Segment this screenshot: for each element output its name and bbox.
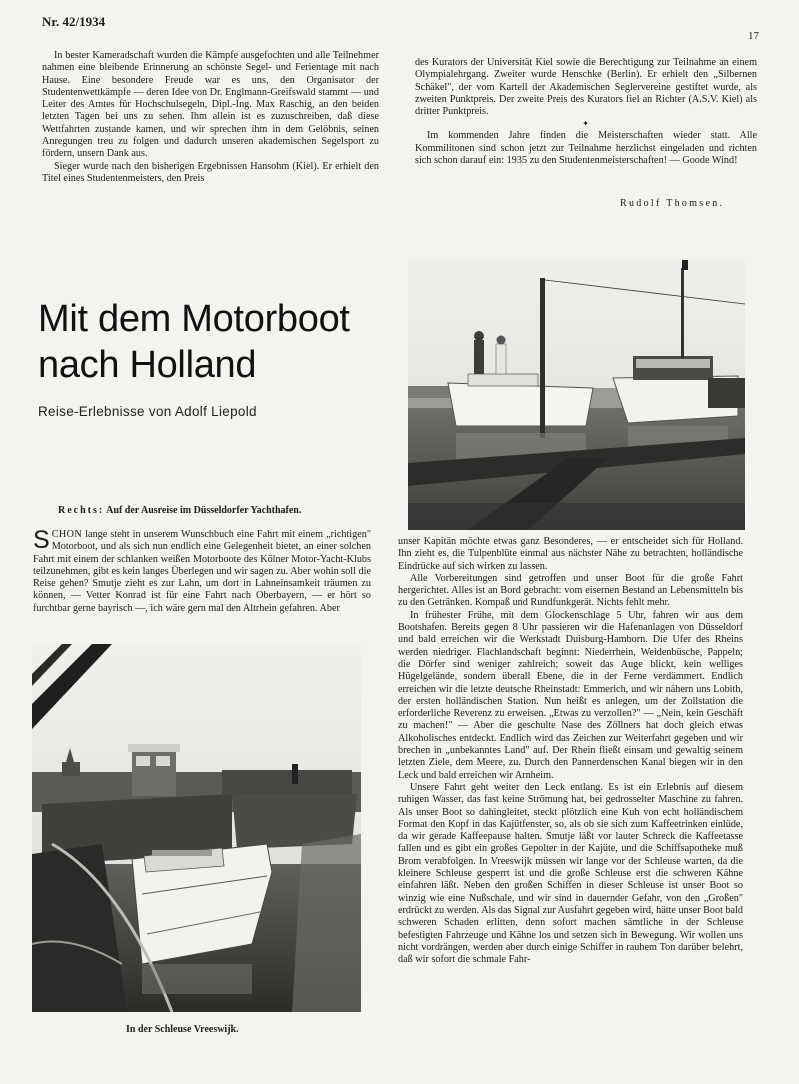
article-subtitle: Reise-Erlebnisse von Adolf Liepold <box>38 404 257 419</box>
caption-prefix: Rechts: <box>58 505 105 516</box>
author-signature: Rudolf Thomsen. <box>620 198 725 209</box>
paragraph: Im kommenden Jahre finden die Meisterschaften wieder statt. Alle Kommilitonen sind schon jetzt zur Teilnahme herzlichst eingeladen und richten sich schon darauf ein: 1935 zu den Studentenmeisterschaften! — Goode Wind! <box>415 130 757 167</box>
paragraph: In bester Kameradschaft wurden die Kämpfe ausgefochten und alle Teilnehmer nahmen eine bleibende Erinnerung an schönste Segel- und Ferientage mit nach Hause. Eine besondere Freude war es uns, den Organisator der Studentenwettkämpfe — deren Idee von Dr. Englmann-Greifswald stammt — und Leiter des Amtes für Hochschulsegeln, Dipl.-Ing. Max Raschig, an den beiden letzten Tagen bei uns zu sehen. Ihm allein ist es zuzuschreiben, daß diese Wettfahrten zustande kamen, und wir sprechen ihm in dem Gelöbnis, seinen Anregungen treu zu folgen und dadurch unseren akademischen Segelsport zu fördern, unsern Dank aus. <box>42 50 379 160</box>
issue-number: Nr. 42/1934 <box>42 14 106 29</box>
yacht-harbour-photo <box>408 258 745 530</box>
article-title <box>38 296 350 388</box>
article-left-column <box>33 526 371 615</box>
paragraph: Alle Vorbereitungen sind getroffen und unser Boot für die große Fahrt hergerichtet. Alles ist an Bord gebracht: vom eisernen Bestand an Lebensmitteln bis zu den Getränken. Kompaß und Rundfunkgerät. Nichts fehlt mehr. <box>398 572 743 609</box>
drop-cap: S <box>33 526 50 554</box>
article-first-paragraph <box>33 526 371 615</box>
paragraph: In frühester Frühe, mit dem Glockenschlage 5 Uhr, fahren wir aus dem Bootshafen. Bereits gegen 8 Uhr passieren wir die Hafenanlagen von Düsseldorf und bald erreichen wir die Werkstadt Duisburg-Hamborn. Die Ufer des Rheins werden niedriger. Flachlandschaft beginnt: Niederrhein, Weidenbüsche, Pappeln; die Dörfer sind weniger zahlreich; soweit das Auge blickt, kein welliges Hügelgelände, sondern überall Ebene, die in der Ferne verdämmert. Endlich erreichen wir die letzte deutsche Rheinstadt: Emmerich, und wir nähern uns Lobith, der ersten holländischen Station. Nun heißt es anlegen, um der Zollstation die erforderliche Reverenz zu erweisen. „Etwas zu verzollen?" — „Nein, kein Geschäft zu machen!" — Aber die geschulte Nase des Zöllners hat doch gleich etwas Alkoholisches entdeckt. Endlich wird das Zeichen zur Weiterfahrt gegeben und wir brechen in „unbekanntes Land" auf. Der Rhein fließt einsam und gewaltig seinem letzten Ziele, dem Meere, zu. Durch den Pannerdenschen Kanal biegen wir in den Leck und bald erreichen wir Arnheim. <box>398 609 743 781</box>
photo-caption-bottom: In der Schleuse Vreeswijk. <box>126 1024 239 1035</box>
title-line: nach Holland <box>38 344 257 386</box>
paragraph: Unsere Fahrt geht weiter den Leck entlang. Es ist ein Erlebnis auf diesem ruhigen Wasser, das fast keine Strömung hat, bei gedrosselter Maschine zu fahren. Als unser Boot so dahingleitet, steckt plötzlich eine Kuh von echt holländischem Format den Kopf in das Kajütfenster, so, als ob sie sich zum Kaffeetrinken einlüde, da wir gerade Kaffeepause halten. Smutje läßt vor lauter Schreck die Kaffeetasse fallen und es gibt ein großes Gepolter in der Kajüte, und die Schiffsapotheke muß Brom verabfolgen. In Vreeswijk müssen wir lange vor der Schleuse warten, da die kleinere Schleuse gesperrt ist und die große Schleuse erst die schweren Kähne einfahren läßt. Neben den großen Schiffen in dieser Schleuse ist unser Boot so winzig wie eine Nußschale, und wir sind in dauernder Gefahr, von den „Großen" erdrückt zu werden. Als das Signal zur Ausfahrt gegeben wird, hätte unser Boot bald schweren Schaden erlitten, denn sofort machen sämtliche in der Schleuse befestigten Fahrzeuge und Kähne los und setzen sich in Bewegung. Wir wollen uns nicht vordrängen, werden aber durch einige Schiffer in rauhem Ton darüber belehrt, daß wir sofort die schmale Fahr- <box>398 781 743 966</box>
paragraph: Sieger wurde nach den bisherigen Ergebnissen Hansohm (Kiel). Er erhielt den Titel eines Studentenmeisters, den Preis <box>42 160 379 184</box>
article-right-column <box>398 536 743 966</box>
lock-vreeswijk-photo <box>32 644 361 1012</box>
top-right-column <box>415 57 757 167</box>
paragraph: des Kurators der Universität Kiel sowie die Berechtigung zur Teilnahme an einem Olympialehrgang. Zweiter wurde Henschke (Berlin). Er erhielt den „Silbernen Schäkel", der vom Kartell der Akademischen Seglervereine gestiftet wurde, als zweiten Punktpreis. Der zweite Preis des Kurators fiel an Richter (A.S.V. Kiel) als dritter Punktpreis. <box>415 57 757 118</box>
paragraph-text: lange steht in unserem Wunschbuch eine Fahrt mit einem „richtigen" Motorboot, und als sich nun endlich eine Gelegenheit bietet, an einer solchen Fahrt mit einem der schlanken weißen Motorboote des Kölner Motor-Yacht-Klubs teilzunehmen, gibt es kein langes Überlegen und wir sagen zu. Aber wohin soll die Reise gehen? Smutje zieht es zur Lahn, um dort in Lahneinsamkeit träumen zu können, — Vetter Konrad ist für eine Fahrt nach Oberbayern, — er hört so furchtbar gerne bayrisch —, ich wäre gern mal den Altrhein gefahren. Aber <box>33 529 371 614</box>
top-left-column <box>42 50 379 185</box>
separator-ornament: ✦ <box>582 119 589 129</box>
paragraph: unser Kapitän möchte etwas ganz Besonderes, — er entscheidet sich für Holland. Ihn zieht es, die Tulpenblüte einmal aus nächster Nähe zu betrachten, holländische Eindrücke auf sich wirken zu lassen. <box>398 536 743 572</box>
page-number: 17 <box>748 30 759 42</box>
lock-vreeswijk-illustration <box>32 644 361 1012</box>
photo-caption-top <box>58 505 301 516</box>
title-line: Mit dem Motorboot <box>38 298 350 340</box>
first-word: CHON <box>51 529 83 540</box>
caption-text: Auf der Ausreise im Düsseldorfer Yachthafen. <box>106 505 302 516</box>
yacht-harbour-illustration <box>408 258 745 530</box>
